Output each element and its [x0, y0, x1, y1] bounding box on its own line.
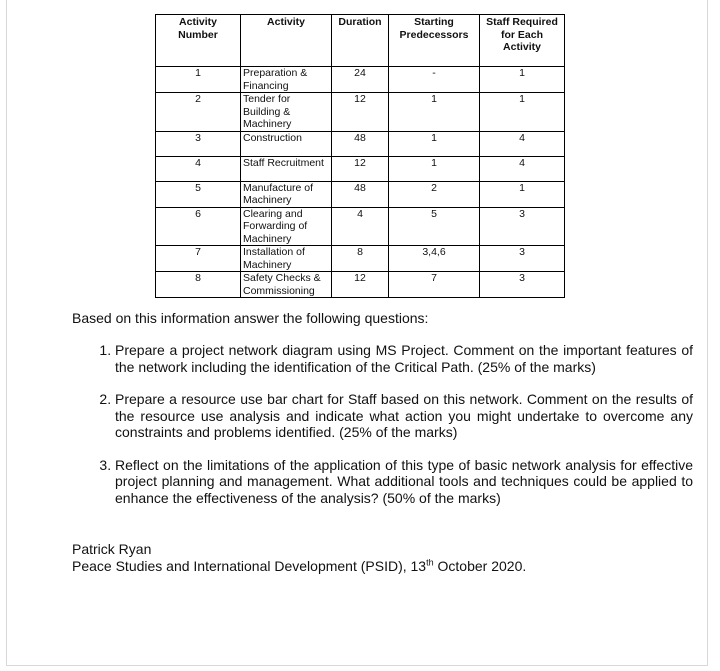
cell-number: 2: [156, 93, 241, 132]
question-3: 3. Reflect on the limitations of the application of this type of basic network analysis for effective project planning and management. What additional tools and techniques could be applied to enhance the effectiveness of the analysis? (50% of the marks): [115, 457, 693, 507]
affiliation-line: [72, 558, 526, 575]
table-row: [156, 93, 565, 132]
table-row: [156, 246, 565, 272]
cell-duration: 12: [332, 272, 389, 298]
date-rest: October 2020.: [433, 557, 527, 574]
table-row: [156, 131, 565, 156]
header-predecessors: Starting Predecessors: [389, 15, 480, 67]
cell-duration: 24: [332, 67, 389, 93]
author-name: Patrick Ryan: [72, 541, 152, 557]
activity-table: [155, 14, 565, 298]
cell-duration: 4: [332, 207, 389, 246]
cell-number: 4: [156, 156, 241, 181]
table-row: [156, 272, 565, 298]
cell-number: 8: [156, 272, 241, 298]
header-activity-number: Activity Number: [156, 15, 241, 67]
cell-predecessors: 7: [389, 272, 480, 298]
cell-staff: 4: [480, 156, 565, 181]
affiliation-text: Peace Studies and International Development (PSID), 13: [72, 557, 427, 574]
cell-predecessors: 1: [389, 131, 480, 156]
cell-staff: 4: [480, 131, 565, 156]
question-1: 1. Prepare a project network diagram using MS Project. Comment on the important features of the network including the identification of the Critical Path. (25% of the marks): [115, 342, 693, 375]
table-row: [156, 181, 565, 207]
cell-activity: Construction: [241, 131, 332, 156]
cell-staff: 1: [480, 93, 565, 132]
cell-number: 1: [156, 67, 241, 93]
cell-number: 6: [156, 207, 241, 246]
cell-activity: Preparation & Financing: [241, 67, 332, 93]
cell-staff: 1: [480, 67, 565, 93]
header-duration: Duration: [332, 15, 389, 67]
cell-activity: Safety Checks & Commissioning: [241, 272, 332, 298]
question-list: [72, 342, 693, 522]
cell-number: 7: [156, 246, 241, 272]
cell-staff: 3: [480, 207, 565, 246]
cell-activity: Installation of Machinery: [241, 246, 332, 272]
header-activity: Activity: [241, 15, 332, 67]
cell-activity: Clearing and Forwarding of Machinery: [241, 207, 332, 246]
intro-text: Based on this information answer the following questions:: [72, 310, 429, 326]
cell-predecessors: -: [389, 67, 480, 93]
table-row: [156, 207, 565, 246]
cell-activity: Tender for Building & Machinery: [241, 93, 332, 132]
cell-activity: Manufacture of Machinery: [241, 181, 332, 207]
cell-number: 3: [156, 131, 241, 156]
cell-predecessors: 1: [389, 93, 480, 132]
cell-number: 5: [156, 181, 241, 207]
header-staff: Staff Required for Each Activity: [480, 15, 565, 67]
table-header-row: [156, 15, 565, 67]
cell-staff: 3: [480, 272, 565, 298]
cell-duration: 48: [332, 181, 389, 207]
table-row: [156, 67, 565, 93]
cell-staff: 3: [480, 246, 565, 272]
table-row: [156, 156, 565, 181]
cell-activity: Staff Recruitment: [241, 156, 332, 181]
question-2: 2. Prepare a resource use bar chart for Staff based on this network. Comment on the results of the resource use analysis and indicate what action you might undertake to overcome any constraints and problems identified. (25% of the marks): [115, 391, 693, 441]
cell-predecessors: 2: [389, 181, 480, 207]
cell-duration: 12: [332, 156, 389, 181]
signature-block: [72, 541, 526, 574]
cell-duration: 12: [332, 93, 389, 132]
cell-predecessors: 3,4,6: [389, 246, 480, 272]
cell-predecessors: 5: [389, 207, 480, 246]
cell-staff: 1: [480, 181, 565, 207]
cell-duration: 48: [332, 131, 389, 156]
cell-predecessors: 1: [389, 156, 480, 181]
cell-duration: 8: [332, 246, 389, 272]
date-suffix: th: [426, 556, 434, 567]
